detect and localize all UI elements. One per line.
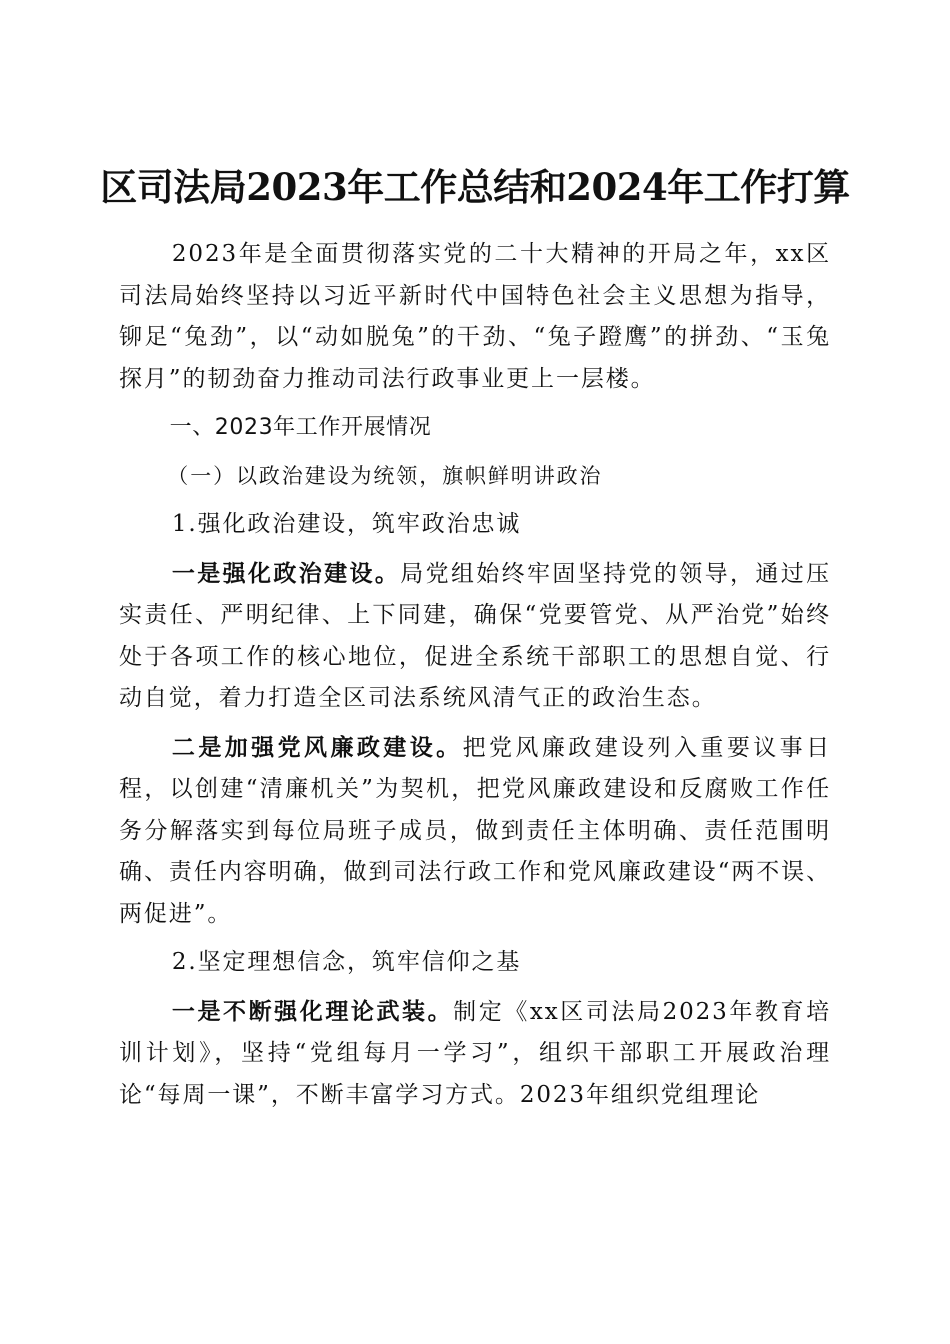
paragraph-lead: 一是不断强化理论武装。 bbox=[171, 997, 454, 1025]
document-body bbox=[119, 234, 831, 1123]
document-title: 区司法局2023年工作总结和2024年工作打算 bbox=[100, 164, 850, 209]
paragraph-text: 局党组始终牢固坚持党的领导，通过压实责任、严明纪律、上下同建，确保“党要管党、从严治党”始终处于各项工作的核心地位，促进全系统干部职工的思想自觉、行动自觉，着力打造全区司法系统风清气正的政治生态。 bbox=[119, 560, 831, 711]
paragraph-text: 把党风廉政建设列入重要议事日程，以创建“清廉机关”为契机，把党风廉政建设和反腐败工作任务分解落实到每位局班子成员，做到责任主体明确、责任范围明确、责任内容明确，做到司法行政工作和党风廉政建设“两不误、两促进”。 bbox=[119, 734, 831, 927]
item-heading-1: 1.强化政治建设，筑牢政治忠诚 bbox=[171, 511, 522, 537]
paragraph-text: 制定《xx区司法局2023年教育培训计划》，坚持“党组每月一学习”，组织干部职工开展政治理论“每周一课”，不断丰富学习方式。2023年组织党组理论 bbox=[119, 998, 831, 1108]
subsection-heading: （一）以政治建设为统领，旗帜鲜明讲政治 bbox=[167, 463, 603, 488]
paragraph-theory-study bbox=[119, 991, 831, 1117]
paragraph-integrity-building bbox=[119, 727, 831, 936]
intro-paragraph: 2023年是全面贯彻落实党的二十大精神的开局之年，xx区司法局始终坚持以习近平新时代中国特色社会主义思想为指导，铆足“兔劲”，以“动如脱兔”的干劲、“兔子蹬鹰”的拼劲、“玉兔探月”的韧劲奋力推动司法行政事业更上一层楼。 bbox=[119, 241, 831, 392]
paragraph-lead: 二是加强党风廉政建设。 bbox=[171, 733, 463, 761]
section-heading: 一、2023年工作开展情况 bbox=[169, 415, 432, 440]
paragraph-lead: 一是强化政治建设。 bbox=[171, 559, 401, 587]
item-heading-2: 2.坚定理想信念，筑牢信仰之基 bbox=[171, 949, 522, 975]
paragraph-political-building bbox=[119, 553, 831, 720]
